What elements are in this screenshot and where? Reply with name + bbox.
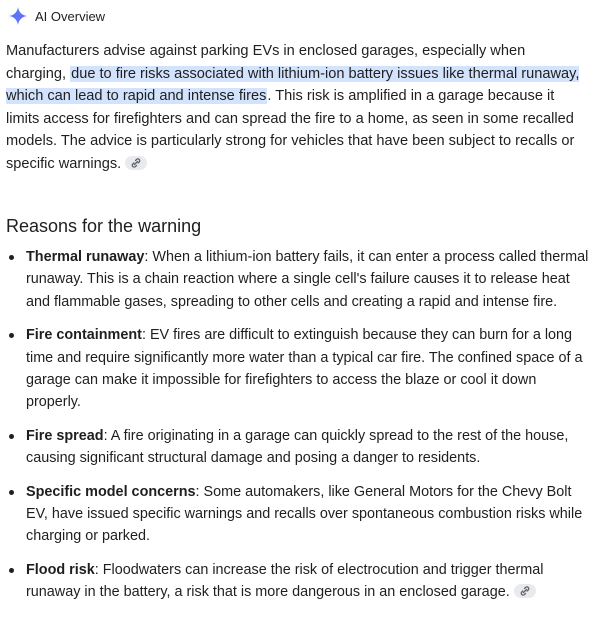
overview-summary xyxy=(6,40,586,176)
reason-term: Flood risk xyxy=(26,561,95,578)
bullet xyxy=(9,255,14,260)
section-heading: Reasons for the warning xyxy=(6,216,202,236)
reasons-list xyxy=(0,246,597,615)
reason-text: : Floodwaters can increase the risk of electrocution and trigger thermal runaway in the battery, a risk that is more dangerous in an enclosed garage. xyxy=(26,561,544,601)
ai-overview-title: AI Overview xyxy=(35,8,106,24)
source-link-button[interactable] xyxy=(125,156,147,170)
bullet xyxy=(9,333,14,338)
summary-highlight[interactable]: due to fire risks associated with lithium-ion battery issues like thermal runaway, which can lead to rapid and intense fires xyxy=(6,65,580,105)
list-item xyxy=(0,559,597,604)
reason-text: : When a lithium-ion battery fails, it can enter a process called thermal runaway. This is a chain reaction where a single cell's failure causes it to release heat and flammable gases, spreading to other cells and creating a rapid and intense fire. xyxy=(26,249,589,310)
bullet xyxy=(9,434,14,439)
reason-text: : A fire originating in a garage can quickly spread to the rest of the house, causing significant structural damage and posing a danger to residents. xyxy=(26,427,569,467)
ai-overview-header xyxy=(8,5,105,27)
bullet xyxy=(9,568,14,573)
summary-text-start: Manufacturers advise against parking EVs in enclosed garages, especially when charging, xyxy=(6,43,526,82)
reason-term: Fire spread xyxy=(26,427,104,444)
reason-term: Fire containment xyxy=(26,327,142,344)
bullet xyxy=(9,490,14,495)
reason-term: Thermal runaway xyxy=(26,249,145,265)
link-icon xyxy=(519,586,531,596)
list-item xyxy=(0,425,597,470)
reason-text: : EV fires are difficult to extinguish because they can burn for a long time and require significantly more water than a typical car fire. The confined space of a garage can make it impossible for firefighters to access the blaze or cool it down properly. xyxy=(26,327,583,411)
reason-text: : Some automakers, like General Motors for the Chevy Bolt EV, have issued specific warnings and recalls over spontaneous combustion risks while charging or parked. xyxy=(26,483,583,545)
sparkle-icon xyxy=(8,6,28,26)
reason-term: Specific model concerns xyxy=(26,483,196,500)
list-item xyxy=(0,324,597,414)
list-item xyxy=(0,246,597,313)
list-item xyxy=(0,481,597,548)
summary-text-end: . This risk is amplified in a garage because it limits access for firefighters and can spread the fire to a home, as seen in some recalled models. The advice is particularly strong for vehicles that have been subject to recalls or specific warnings. xyxy=(6,88,575,172)
source-link-button[interactable] xyxy=(514,584,536,598)
link-icon xyxy=(130,158,142,168)
